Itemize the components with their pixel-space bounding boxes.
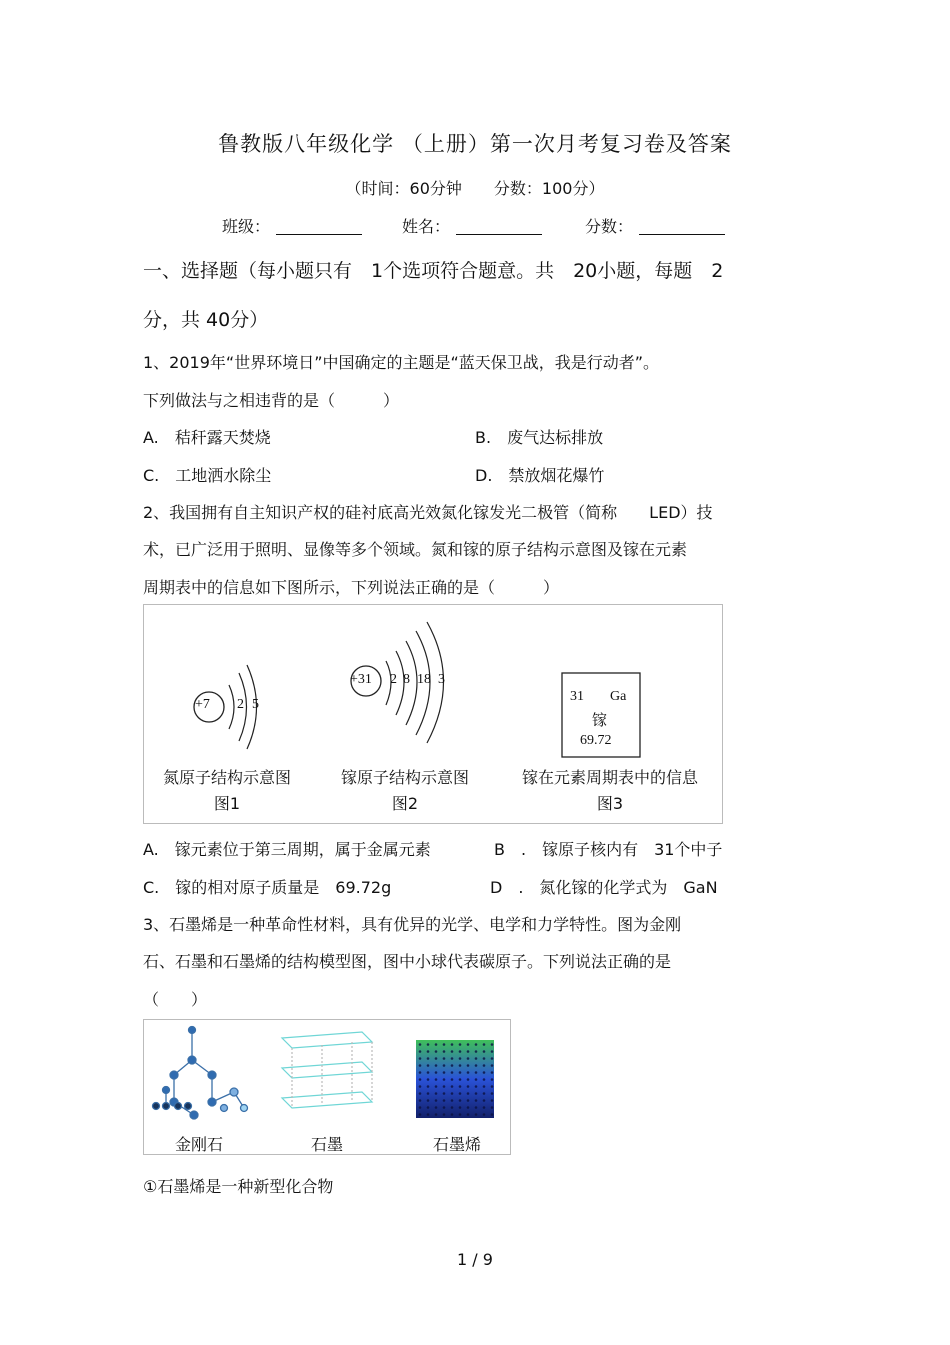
page-title: 鲁教版八年级化学 （上册）第一次月考复习卷及答案: [218, 132, 732, 156]
q3-line3: （ ）: [143, 990, 208, 1009]
score-label: 分数：: [585, 217, 634, 236]
gallium-shell-label-4: 3: [438, 672, 445, 687]
gallium-atomic-number: 31: [570, 689, 584, 704]
figure2-caption: 镓原子结构示意图: [340, 768, 469, 787]
q2-option-d: D . 氮化镓的化学式为 GaN: [490, 878, 718, 897]
name-field: [402, 214, 542, 237]
q1-line2: 下列做法与之相违背的是（ ）: [143, 391, 400, 410]
gallium-symbol: Ga: [610, 689, 627, 704]
q1-option-c: C. 工地洒水除尘: [143, 466, 272, 485]
q3-line1: 3、石墨烯是一种革命性材料，具有优异的光学、电学和力学特性。图为金刚: [143, 915, 682, 934]
diamond-caption: 金刚石: [174, 1135, 223, 1154]
figure1-caption: 氮原子结构示意图: [162, 768, 291, 787]
nitrogen-shell-label-2: 5: [252, 697, 259, 712]
graphene-caption: 石墨烯: [432, 1135, 481, 1154]
score-blank: [639, 220, 725, 235]
gallium-shell-label-3: 18: [417, 672, 431, 687]
atomic-structure-figure: [143, 604, 723, 824]
exam-meta: （时间：60分钟 分数：100分）: [345, 179, 605, 198]
gallium-shell-label-1: 2: [390, 672, 397, 687]
q2-option-a: A. 镓元素位于第三周期，属于金属元素: [143, 840, 431, 859]
page-number: 1 / 9: [457, 1250, 493, 1269]
graphene-lattice: [416, 1040, 494, 1118]
gallium-shell-label-2: 8: [403, 672, 410, 687]
q2-option-c: C. 镓的相对原子质量是 69.72g: [143, 878, 392, 897]
gallium-nucleus-label: +31: [350, 672, 372, 687]
name-label: 姓名：: [402, 217, 451, 236]
q2-line2: 术，已广泛用于照明、显像等多个领域。氮和镓的原子结构示意图及镓在元素: [143, 540, 688, 559]
q3-statement-1: ①石墨烯是一种新型化合物: [143, 1177, 334, 1196]
section-heading-line1: 一、选择题（每小题只有 1个选项符合题意。共 20小题，每题 2: [143, 260, 724, 282]
q1-option-b: B. 废气达标排放: [475, 428, 604, 447]
carbon-structures-figure: [143, 1019, 511, 1155]
figure3-number: 图3: [596, 794, 624, 813]
gallium-name: 镓: [592, 711, 608, 729]
q2-line1: 2、我国拥有自主知识产权的硅衬底高光效氮化镓发光二极管（简称 LED）技: [143, 503, 713, 522]
figure3-caption: 镓在元素周期表中的信息: [521, 768, 698, 787]
q1-option-d: D. 禁放烟花爆竹: [475, 466, 605, 485]
nitrogen-nucleus-label: +7: [195, 697, 210, 712]
diamond-model: [153, 1027, 248, 1120]
q2-option-b: B . 镓原子核内有 31个中子: [494, 840, 723, 859]
section-heading-line2: 分，共 40分）: [143, 309, 269, 331]
nitrogen-shell-1: [229, 685, 234, 729]
class-blank: [276, 220, 362, 235]
class-field: [222, 214, 362, 237]
q2-line3: 周期表中的信息如下图所示，下列说法正确的是（ ）: [143, 578, 560, 597]
figure1-number: 图1: [213, 794, 241, 813]
score-field: [585, 214, 725, 237]
graphite-model: [282, 1032, 372, 1108]
graphite-caption: 石墨: [310, 1135, 343, 1154]
figure2-number: 图2: [391, 794, 419, 813]
q3-line2: 石、石墨和石墨烯的结构模型图，图中小球代表碳原子。下列说法正确的是: [143, 952, 672, 971]
class-label: 班级：: [222, 217, 271, 236]
name-blank: [456, 220, 542, 235]
nitrogen-shell-label-1: 2: [237, 697, 244, 712]
q1-line1: 1、2019年“世界环境日”中国确定的主题是“蓝天保卫战，我是行动者”。: [143, 353, 660, 372]
q1-option-a: A. 秸秆露天焚烧: [143, 428, 271, 447]
gallium-atomic-mass: 69.72: [580, 733, 612, 748]
